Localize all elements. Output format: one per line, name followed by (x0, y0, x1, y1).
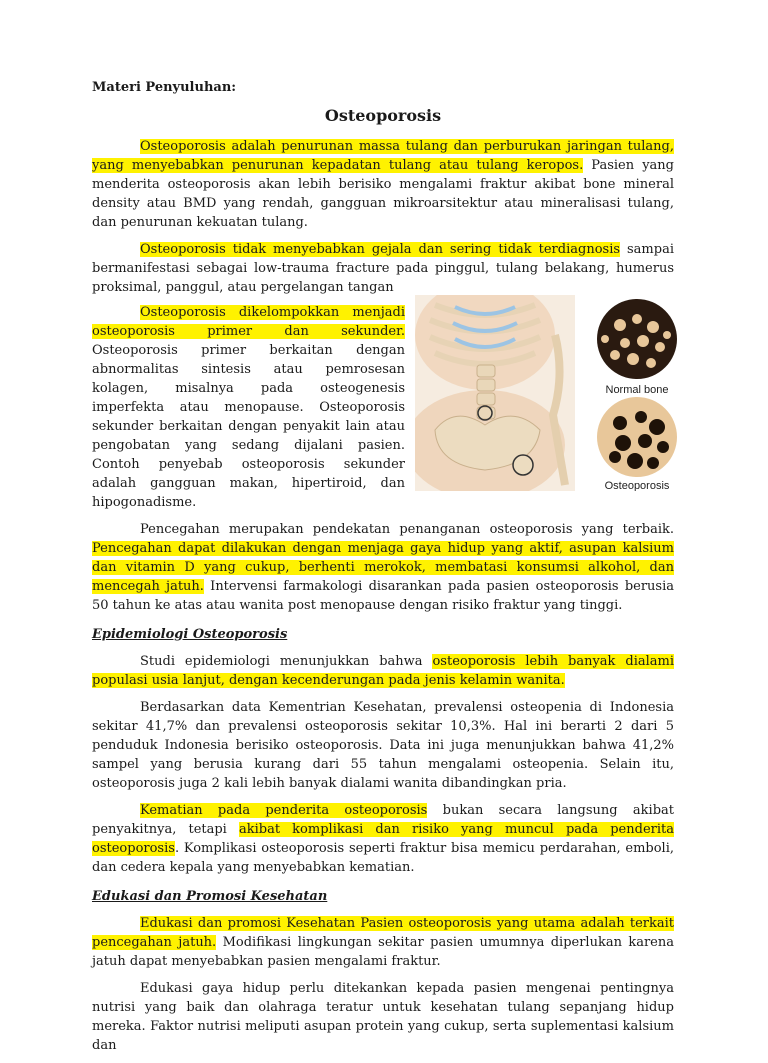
skeleton-bone-figure (415, 295, 680, 491)
highlight: Osteoporosis tidak menyebabkan gejala dan sering tidak terdiagnosis (140, 242, 621, 257)
text: Intervensi farmakologi disarankan pada pasien osteoporosis berusia 50 tahun ke atas atau wanita post menopause dengan risiko fraktur yang tinggi. (92, 579, 674, 613)
heading-epidemiology: Epidemiologi Osteoporosis (92, 627, 288, 642)
highlight: Pencegahan dapat dilakukan dengan menjaga gaya hidup yang aktif, asupan kalsium dan vitamin D yang cukup, berhenti merokok, membatasi konsumsi alkohol, dan mencegah jatuh. (92, 541, 674, 594)
section-label: Materi Penyuluhan: (92, 80, 237, 95)
osteoporosis-label: Osteoporosis (604, 480, 670, 491)
document-page (92, 78, 674, 1063)
osteoporosis-illustration (415, 295, 680, 491)
normal-bone-label: Normal bone (605, 384, 669, 396)
highlight: osteoporosis lebih banyak dialami populasi usia lanjut, dengan kecenderungan pada jenis kelamin wanita. (92, 654, 675, 688)
paragraph-epidemiology (92, 652, 674, 690)
heading-education: Edukasi dan Promosi Kesehatan (92, 889, 328, 904)
paragraph-definition (92, 137, 674, 232)
text: Modifikasi lingkungan sekitar pasien umumnya diperlukan karena jatuh dapat menyebabkan pasien mengalami fraktur. (92, 935, 674, 969)
highlight: Osteoporosis dikelompokkan menjadi osteoporosis primer dan sekunder. (92, 305, 405, 339)
text: bukan secara langsung akibat penyakitnya, tetapi (92, 803, 674, 837)
paragraph-lifestyle: Edukasi gaya hidup perlu ditekankan kepada pasien mengenai pentingnya nutrisi yang baik dan olahraga teratur untuk kesehatan tulang sepanjang hidup mereka. Faktor nutrisi meliputi asupan protein yang cukup, serta suplementasi kalsium dan (92, 981, 674, 1053)
paragraph-statistics: Berdasarkan data Kementrian Kesehatan, prevalensi osteopenia di Indonesia sekitar 41,7% dan prevalensi osteoporosis sekitar 10,3%. Hal ini berarti 2 dari 5 penduduk Indonesia berisiko osteoporosis. Data ini juga menunjukkan bahwa 41,2% sampel yang berusia kurang dari 55 tahun mengalami osteopenia. Selain itu, osteoporosis juga 2 kali lebih banyak dialami wanita dibandingkan pria. (92, 700, 674, 791)
text: Osteoporosis primer berkaitan dengan abnormalitas sintesis atau pemrosesan kolagen, misalnya pada osteogenesis imperfekta atau menopause. Osteoporosis sekunder berkaitan dengan penyakit lain atau pengobatan yang sedang dijalani pasien. Contoh penyebab osteoporosis sekunder adalah gangguan makan, hipertiroid, dan hipogonadisme. (92, 343, 405, 510)
paragraph-education (92, 914, 674, 971)
paragraph-mortality (92, 801, 674, 877)
text: Studi epidemiologi menunjukkan bahwa (140, 654, 433, 669)
text: Pencegahan merupakan pendekatan penanganan osteoporosis yang terbaik. (140, 522, 674, 537)
paragraph-symptoms (92, 240, 674, 297)
highlight: Edukasi dan promosi Kesehatan Pasien osteoporosis yang utama adalah terkait pencegahan jatuh. (92, 916, 674, 950)
text: Pasien yang menderita osteoporosis akan lebih berisiko mengalami fraktur akibat bone mineral density atau BMD yang rendah, gangguan mikroarsitektur atau mineralisasi tulang, dan penurunan kekuatan tulang. (92, 158, 674, 230)
text: sampai bermanifestasi sebagai low-trauma fracture pada pinggul, tulang belakang, humerus proksimal, panggul, atau pergelangan tangan (92, 242, 674, 295)
highlight: Kematian pada penderita osteoporosis (140, 803, 428, 818)
document-title: Osteoporosis (324, 106, 442, 125)
text: . Komplikasi osteoporosis seperti fraktur bisa memicu perdarahan, emboli, dan cedera kepala yang menyebabkan kematian. (92, 841, 674, 875)
paragraph-prevention (92, 520, 674, 615)
highlight: Osteoporosis adalah penurunan massa tulang dan perburukan jaringan tulang, yang menyebabkan penurunan kepadatan tulang atau tulang keropos. (92, 139, 674, 173)
highlight: akibat komplikasi dan risiko yang muncul pada penderita osteoporosis (92, 822, 674, 856)
